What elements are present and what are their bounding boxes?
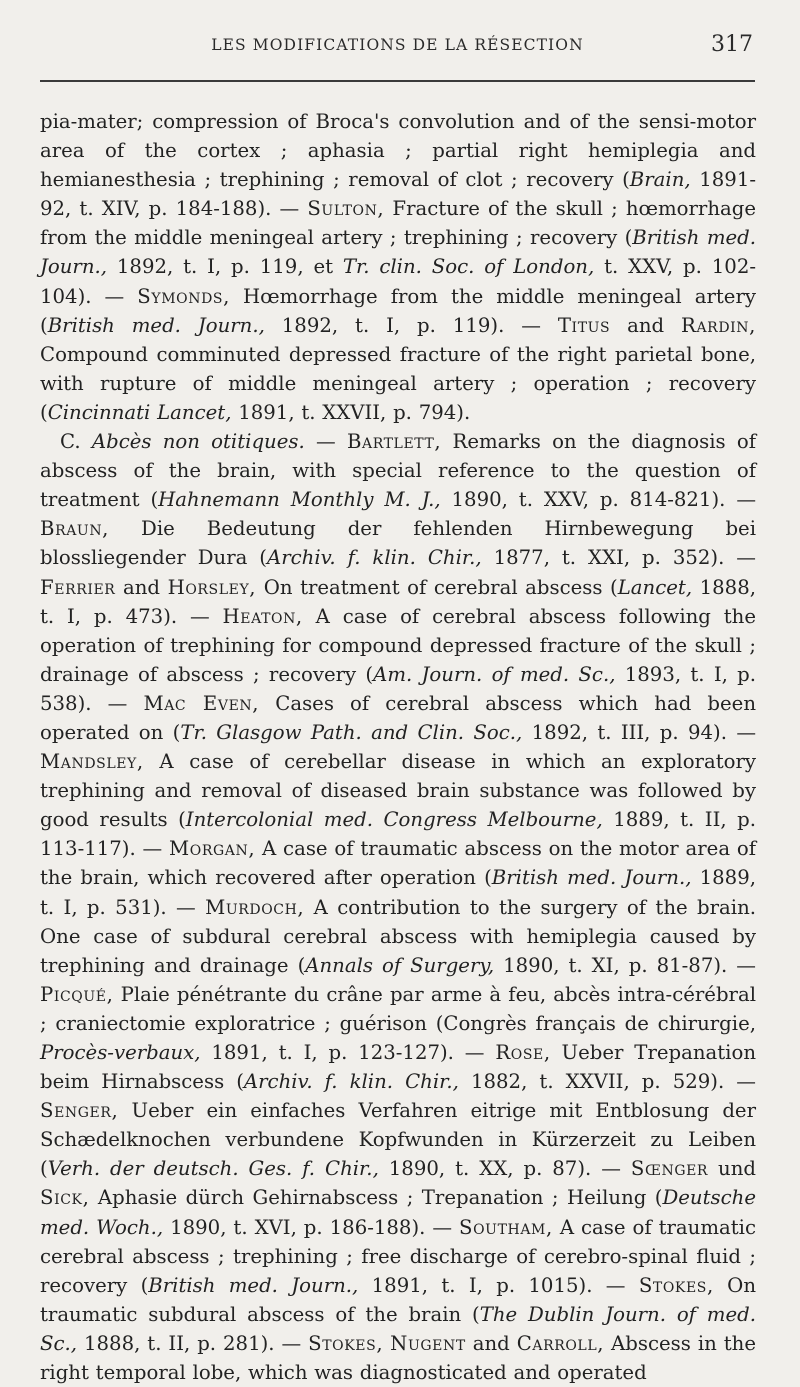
author-name: Murdoch,	[205, 895, 305, 919]
paragraph-p2	[40, 427, 756, 1387]
text-run: 1888, t. I, p. 473). —	[40, 575, 756, 628]
citation-title: Hahnemann Monthly M. J.,	[158, 488, 441, 512]
text-run: Die Bedeutung der fehlenden Hirnbewegung bei blossliegender Dura (	[40, 517, 756, 570]
body-text	[40, 107, 756, 1387]
text-run: Aphasie dürch Gehirnabscess ; Trepanation ; Heilung (	[89, 1186, 663, 1210]
text-run: 1891, t. I, p. 123-127). —	[200, 1041, 496, 1064]
paragraph-p1	[40, 107, 756, 427]
text-run: und	[708, 1157, 756, 1181]
citation-title: Procès-verbaux,	[40, 1041, 201, 1064]
citation-title: Tr. clin. Soc. of London,	[342, 255, 595, 279]
text-run: 1890, t. XVI, p. 186-188). —	[163, 1215, 460, 1239]
citation-title: Archiv. f. klin. Chir.,	[267, 546, 482, 570]
author-name: Rose,	[495, 1041, 551, 1064]
author-name: Heaton,	[222, 604, 303, 628]
author-name: Sick,	[40, 1186, 90, 1210]
author-name: Stokes,	[308, 1331, 384, 1355]
citation-title: Lancet,	[617, 575, 693, 599]
text-run: 1889, t. I, p. 531). —	[40, 866, 756, 919]
author-name: Morgan,	[169, 837, 256, 861]
citation-title: British med. Journ.,	[47, 313, 265, 337]
text-run: A contribution to the surgery of the brain. One case of subdural cerebral abscess with hemiplegia caused by trephining and drainage (	[40, 895, 757, 977]
text-run: C.	[60, 430, 92, 454]
author-name: Rardin,	[681, 313, 756, 337]
text-run: 1893, t. I, p. 538). —	[40, 662, 756, 715]
text-run: 1891-92, t. XIV, p. 184-188). —	[40, 168, 757, 221]
citation-title: British med. Journ.,	[40, 226, 756, 279]
citation-title: Intercolonial med. Congress Melbourne,	[185, 808, 603, 832]
text-run: and	[115, 575, 168, 599]
author-name: Carroll,	[516, 1331, 605, 1355]
text-run: Hœmorrhage from the middle meningeal artery (	[40, 284, 756, 337]
text-run: 1890, t. XXV, p. 814-821). —	[440, 488, 757, 512]
text-run: —	[304, 430, 347, 454]
citation-title: Verh. der deutsch. Ges. f. Chir.,	[47, 1157, 379, 1181]
text-run: 1890, t. XX, p. 87). —	[378, 1157, 631, 1181]
text-run: On traumatic subdural abscess of the brain (	[40, 1273, 756, 1326]
author-name: Sœnger	[630, 1157, 709, 1181]
text-run: A case of cerebral abscess following the operation of trephining for compound depressed fracture of the skull ; drainage of abscess ; recovery (	[40, 604, 756, 686]
text-run: pia-mater; compression of Broca's convolution and of the sensi-motor area of the cortex ; aphasia ; partial right hemiplegia and hemianesthesia ; trephining ; removal of clot ; recovery (	[40, 110, 756, 192]
text-run: 1882, t. XXVII, p. 529). —	[458, 1070, 756, 1094]
citation-title: Tr. Glasgow Path. and Clin. Soc.,	[180, 720, 523, 744]
page-number: 317	[711, 32, 753, 57]
text-run: Compound comminuted depressed fracture of the right parietal bone, with rupture of middle meningeal artery ; operation ; recovery (	[40, 342, 756, 424]
citation-title: Am. Journ. of med. Sc.,	[373, 662, 616, 686]
author-name: Senger,	[40, 1099, 119, 1123]
text-run: Plaie pénétrante du crâne par arme à feu, abcès intra-cérébral ; craniectomie exploratrice ; guérison (Congrès français de chirurgie,	[40, 982, 756, 1035]
author-name: Picqué,	[40, 982, 114, 1006]
text-run: A case of traumatic abscess on the motor area of the brain, which recovered after operation (	[40, 837, 757, 890]
text-run: 1892, t. I, p. 119, et	[107, 255, 343, 279]
text-run: Remarks on the diagnosis of abscess of the brain, with special reference to the question of treatment (	[40, 430, 756, 512]
text-run: 1889, t. II, p. 113-117). —	[40, 808, 756, 861]
citation-title: British med. Journ.,	[148, 1273, 359, 1297]
author-name: Horsley,	[167, 575, 257, 599]
citation-title: Archiv. f. klin. Chir.,	[243, 1070, 459, 1094]
text-run: and	[465, 1331, 517, 1355]
citation-title: Abcès non otitiques.	[91, 430, 305, 454]
text-run: 1888, t. II, p. 281). —	[77, 1331, 309, 1355]
text-run: Abscess in the right temporal lobe, which was diagnosticated and operated	[40, 1331, 756, 1385]
text-run: 1890, t. XI, p. 81-87). —	[494, 953, 756, 977]
author-name: Sulton,	[307, 197, 385, 221]
text-run: Ueber Trepanation beim Hirnabscess (	[40, 1041, 756, 1094]
running-title: LES MODIFICATIONS DE LA RÉSECTION	[211, 36, 584, 54]
header-rule	[40, 80, 755, 82]
text-run: and	[610, 313, 682, 337]
citation-title: British med. Journ.,	[491, 866, 692, 890]
author-name: Symonds,	[137, 284, 230, 308]
author-name: Southam,	[459, 1215, 553, 1239]
citation-title: Cincinnati Lancet,	[47, 400, 232, 424]
author-name: Nugent	[390, 1331, 466, 1355]
author-name: Mandsley,	[40, 750, 144, 774]
text-run: Ueber ein einfaches Verfahren eitrige mit Entblosung der Schædelknochen verbundene Kopfwunden in Kürzerzeit zu Leiben (	[40, 1099, 756, 1181]
text-run: On treatment of cerebral abscess (	[256, 575, 618, 599]
text-run: A case of cerebellar disease in which an exploratory trephining and removal of diseased brain substance was followed by good results (	[40, 750, 756, 832]
author-name: Titus	[557, 313, 611, 337]
author-name: Bartlett,	[346, 430, 442, 454]
author-name: Ferrier	[40, 575, 116, 599]
citation-title: The Dublin Journ. of med. Sc.,	[40, 1302, 756, 1355]
text-run: 1891, t. I, p. 1015). —	[358, 1273, 639, 1297]
citation-title: Annals of Surgery,	[305, 953, 495, 977]
text-run: Fracture of the skull ; hœmorrhage from the middle meningeal artery ; trephining ; recovery (	[40, 197, 756, 250]
text-run: 1892, t. III, p. 94). —	[522, 720, 757, 744]
text-run: t. XXV, p. 102-104). —	[40, 255, 756, 308]
text-run: Cases of cerebral abscess which had been operated on (	[40, 691, 756, 744]
citation-title: Deutsche med. Woch.,	[40, 1186, 756, 1239]
author-name: Mac Even,	[143, 691, 260, 715]
text-run: 1877, t. XXI, p. 352). —	[481, 546, 756, 570]
page-header	[40, 32, 755, 62]
text-run: 1892, t. I, p. 119). —	[264, 313, 558, 337]
text-run: A case of traumatic cerebral abscess ; trephining ; free discharge of cerebro-spinal fluid ; recovery (	[40, 1215, 756, 1297]
author-name: Braun,	[40, 517, 110, 541]
author-name: Stokes,	[638, 1273, 714, 1297]
citation-title: Brain,	[629, 168, 691, 192]
text-run: 1891, t. XXVII, p. 794).	[231, 400, 471, 424]
